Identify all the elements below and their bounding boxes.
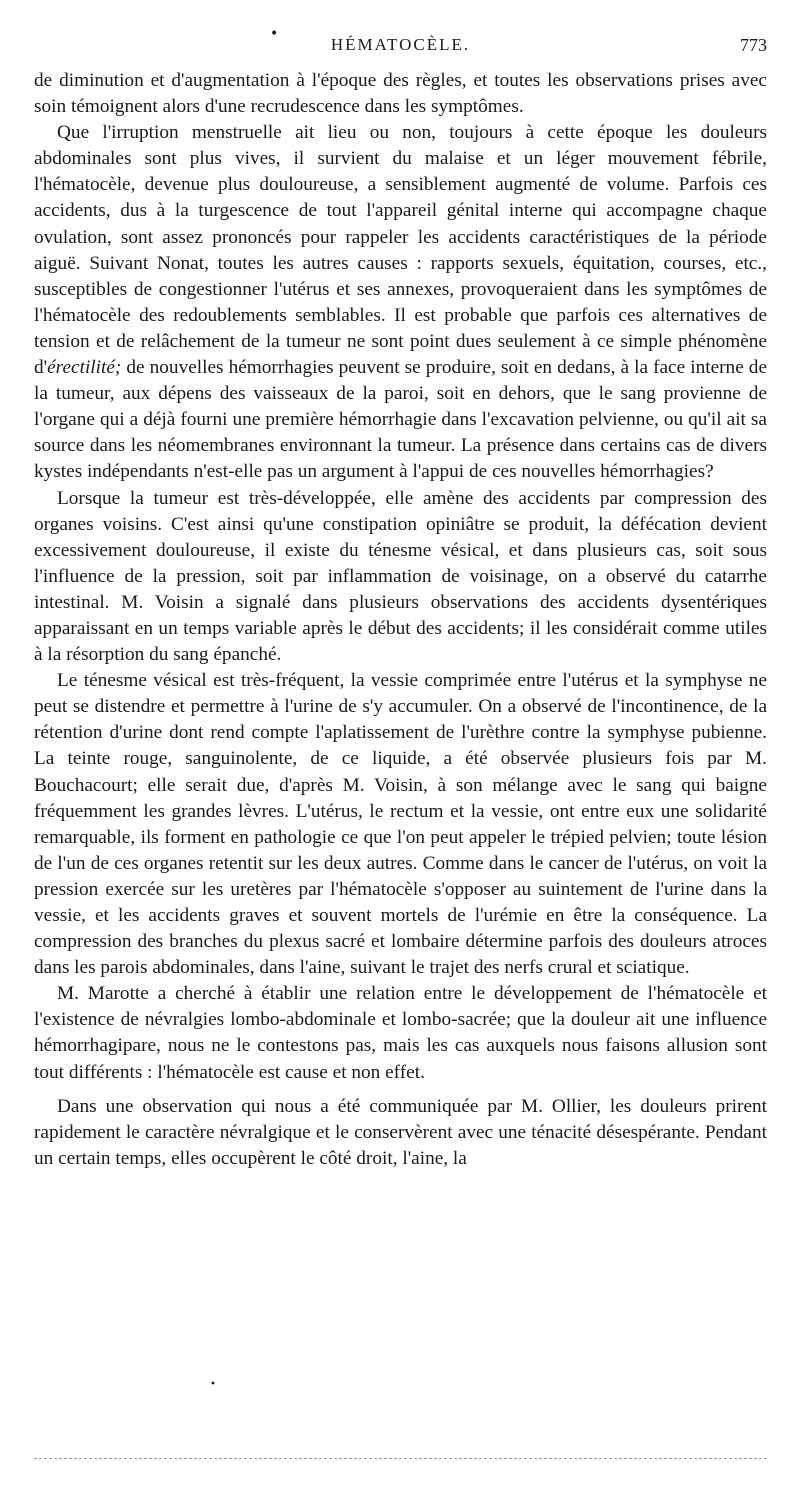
paragraph-6: Dans une observation qui nous a été communiquée par M. Ollier, les douleurs prirent rapidement le caractère névralgique et le conservèrent avec une ténacité désespérante. Pendant un certain temps, elles occupèrent le côté droit, l'aine, la bbox=[34, 1095, 767, 1169]
bottom-rule bbox=[34, 1458, 767, 1459]
running-header bbox=[34, 26, 767, 57]
body-text bbox=[34, 68, 767, 1172]
paragraph-2-text-after: de nouvelles hémorrhagies peuvent se produire, soit en dedans, à la face interne de la tumeur, aux dépens des vaisseaux de la paroi, soit en dehors, que le sang provienne de l'organe qui a déjà fourni une première hémorrhagie dans l'excavation pelvienne, ou qu'il ait sa source dans les néomembranes environnant la tumeur. La présence dans certains cas de divers kystes indépendants n'est-elle pas un argument à l'appui de ces nouvelles hémorrhagies? bbox=[34, 357, 767, 483]
paragraph-5: M. Marotte a cherché à établir une relation entre le développement de l'hématocèle et l'existence de névralgies lombo-abdominale et lombo-sacrée; que la douleur ait une influence hémorrhagipare, nous ne le contestons pas, mais les cas auxquels nous faisons allusion sont tout différents : l'hématocèle est cause et non effet. bbox=[34, 983, 767, 1083]
paragraph-4: Le ténesme vésical est très-fréquent, la vessie comprimée entre l'utérus et la symphyse ne peut se distendre et permettre à l'urine de s'y accumuler. On a observé de l'incontinence, de la rétention d'urine dont rend compte l'aplatissement de l'urèthre contre la symphyse pubienne. La teinte rouge, sanguinolente, de ce liquide, a été observée plusieurs fois par M. Bouchacourt; elle serait due, d'après M. Voisin, à son mélange avec le sang qui baigne fréquemment les grandes lèvres. L'utérus, le rectum et la vessie, ont entre eux une solidarité remarquable, ils forment en pathologie ce que l'on peut appeler le trépied pelvien; toute lésion de l'un de ces organes retentit sur les deux autres. Comme dans le cancer de l'utérus, on voit la pression exercée sur les uretères par l'hématocèle s'opposer au suintement de l'urine dans la vessie, et les accidents graves et souvent mortels de l'urémie en être la conséquence. La compression des branches du plexus sacré et lombaire détermine parfois des douleurs atroces dans les parois abdominales, dans l'aine, suivant le trajet des nerfs crural et sciatique. bbox=[34, 670, 767, 979]
page-number: 773 bbox=[740, 35, 767, 55]
paragraph-2-emphasis: érectilité; bbox=[47, 357, 122, 379]
paragraph-1: de diminution et d'augmentation à l'époque des règles, et toutes les observations prises avec soin témoignent alors d'une recrudescence dans les symptômes. bbox=[34, 70, 767, 118]
paragraph-2-text: Que l'irruption menstruelle ait lieu ou non, toujours à cette époque les douleurs abdominales sont plus vives, il survient du malaise et un léger mouvement fébrile, l'hématocèle, devenue plus douloureuse, a sensiblement augmenté de volume. Parfois ces accidents, dus à la turgescence de tout l'appareil génital interne qui accompagne chaque ovulation, sont assez prononcés pour rappeler les accidents caractéristiques de la période aiguë. Suivant Nonat, toutes les autres causes : rapports sexuels, équitation, courses, etc., susceptibles de congestionner l'utérus et ses annexes, provoqueraient dans les symptômes de l'hématocèle des redoublements semblables. Il est probable que parfois ces alternatives de tension et de relâchement de la tumeur ne sont point dues seulement à ce simple phénomène d' bbox=[34, 122, 767, 379]
paragraph-2 bbox=[34, 120, 767, 485]
header-dot: • bbox=[270, 26, 279, 42]
running-title: HÉMATOCÈLE. bbox=[330, 35, 471, 54]
paragraph-3: Lorsque la tumeur est très-développée, elle amène des accidents par compression des organes voisins. C'est ainsi qu'une constipation opiniâtre se produit, la défécation devient excessivement douloureuse, il existe du ténesme vésical, et dans plusieurs cas, soit sous l'influence de la pression, soit par inflammation de voisinage, on a observé du catarrhe intestinal. M. Voisin a signalé dans plusieurs observations des accidents dysentériques apparaissant en un temps variable après le début des accidents; il les considérait comme utiles à la résorption du sang épanché. bbox=[34, 487, 767, 666]
stray-mark: • bbox=[210, 1379, 216, 1390]
